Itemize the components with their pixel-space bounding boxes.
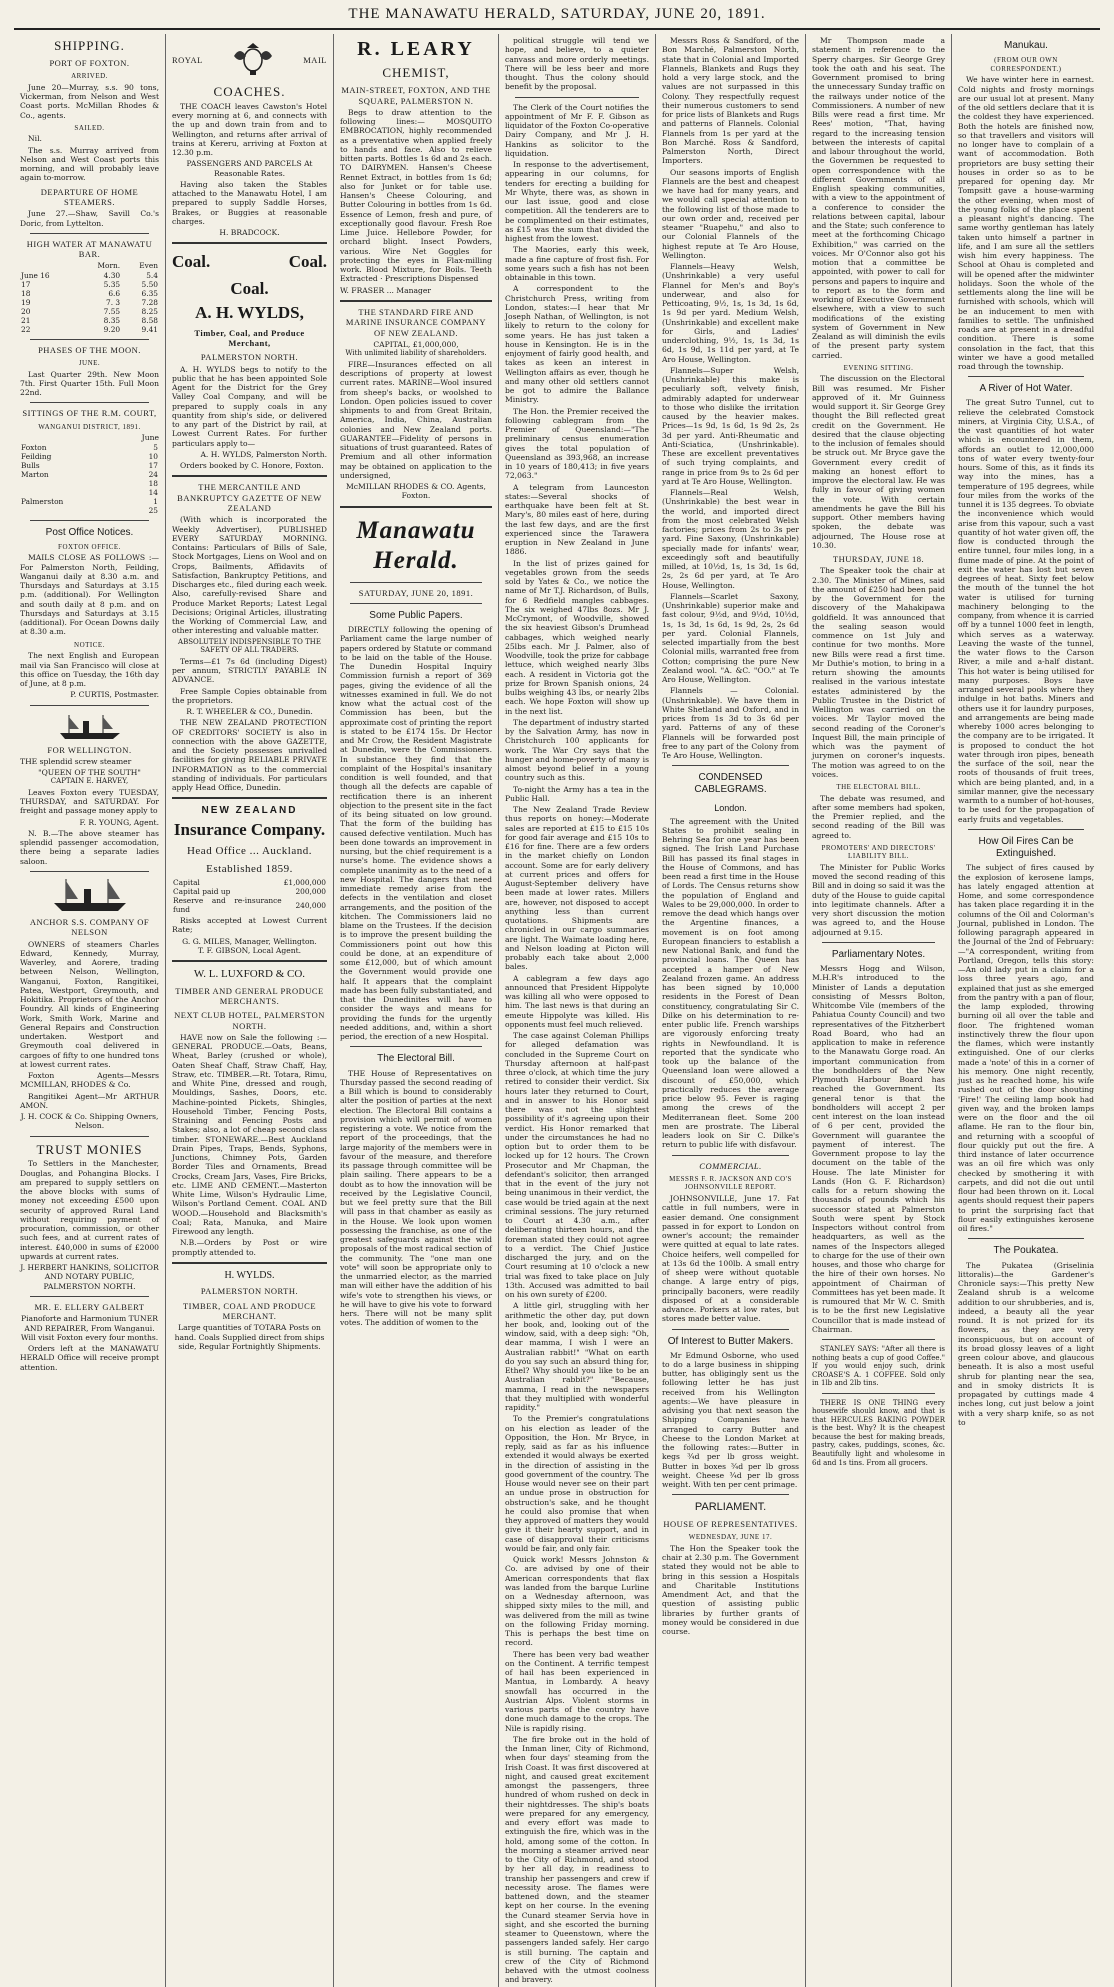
notice-text: The next English and European mail via San Francisco will close at this office on Tuesday, the 16th day of June, at 8 p.m. [20, 651, 159, 688]
arrived-heading: ARRIVED. [71, 72, 108, 81]
masthead-title: THE MANAWATU HERALD, SATURDAY, JUNE 20, 1891. [348, 6, 766, 22]
tide-date: 19 [21, 297, 31, 307]
evening-heading: EVENING SITTING. [843, 363, 914, 372]
piano-text: Pianoforte and Harmonium TUNER AND REPAIRER, From Wanganui. Will visit Foxton every four months. [20, 1314, 159, 1342]
table-row [20, 316, 159, 325]
luxford-text: HAVE now on Sale the following :— GENERAL PRODUCE.—Oats, Beans, Wheat, Barley (crushed or whole), Oaten Sheaf Chaff, Straw Chaff, Hay, Straw, etc. TIMBER.—Rt. Totara, Rimu, and White Pine, dressed and rough, Mouldings, Sashes, Doors, etc. Machine-pointed Pickets, Shingles, Household Timber, Fencing Posts, Straining and Fencing Posts and Stakes; also, a lot of cheap second class timber. STONEWARE.—Best Auckland Drain Pipes, Traps, Bends, Syphons, Junctions, Chimney Pots, Garden Border Tiles and Ornaments, Bread Crocks, Cream Jars, Vases, Fire Bricks, etc. LIME AND CEMENT.—Masterton White Lime, Wilson's Hydraulic Lime, Wilson's Portland Cement. COAL AND WOOD.—Household and Blacksmith's Coal; Rata, Manuka, and Maire Firewood any length. [172, 1032, 327, 1237]
column-2 [166, 34, 334, 1987]
court-day: 24 [148, 469, 158, 479]
column-1 [14, 34, 166, 1987]
leary-sign: W. FRASER ... Manager [340, 285, 432, 295]
luxford-heading: W. L. LUXFORD & CO. [193, 968, 306, 981]
newspaper-nameplate: Manawatu Herald. [356, 516, 476, 575]
court-day: 5 [153, 442, 158, 452]
gazette-sign: R. T. WHEELER & CO., Dunedin. [186, 707, 313, 717]
gazette-terms: Terms—£1 7s 6d (including Digest) per annum, STRICTLY PAYABLE IN ADVANCE. [172, 656, 327, 685]
column-3 [334, 34, 499, 1987]
news-item: Flannels—Super Welsh, (Unshrinkable) this make is peculiarly soft, velvety finish, admirably adapted for underwear to those who dislike the irritation caused by the heavier makes. Prices—1s 9d, 1s 6d, 1s 9d 2s, 2s 3d per yard. Anti-Rheumatic and Anti-Sciatica, (Unshrinkable). These are excellent preventatives of such trying complaints, and range in price from 9s to 2s 6d per yard at Te Aro House, Wellington. [662, 365, 799, 486]
news-item: Flannels—Scarlet Saxony, (Unshrinkable) superior make and fast colour, 9½d, and 9½d, 10½d, 1s, 1s 3d, 1s 6d, 1s 9d, 2s, 2s 6d per yard. Colonial Flannels, selected impartially from the best Colonial mills, warranted free from Cotton; comprising the pure New Zealand wool. "A. &C. "OO." at Te Aro House, Wellington. [662, 591, 799, 684]
news-item: A little girl, struggling with her arithmetic the other day, put down her book, and, looking out of the window, said, with a deep sigh: "Oh, dear mamma, I wish I were an Australian rabbit!" "What on earth do you say such an absurd thing for, Ethel? Why should you like to be an Australian rabbit?" "Because, mamma, I read in the newspapers that they multiplied with wonderful rapidity." [505, 1301, 649, 1412]
news-item: The case against Coleman Phillips for alleged defamation was concluded in the Supreme Court on Thursday afternoon at half-past three o'clock, at which time the jury retired to consider their verdict. Six hours later they returned to Court, and in answer to his Honor said there was not the slightest possibility of it's agreeing upon their verdict. His Honor remarked that under the circumstances he had no option but to order them to be locked up for 12 hours. The Crown Prosecutor and Mr Chapman, the defendant's solicitor, then arranged that in the event of the jury not being unanimous in their verdict, the case would be tried again at the next criminal sessions. The jury returned to Court at 4.30 a.m., after deliberating thirteen hours, and the foreman stated they could not agree to a verdict. The Chief Justice discharged the jury, and on the Court resuming at 10 o'clock a new trial was fixed to take place on July 13th. Accused was admitted to bail on his own surety of £200. [505, 1031, 649, 1299]
manukau-sub: (FROM OUR OWN CORRESPONDENT.) [990, 56, 1062, 73]
insurance-label: Reserve and re-insurance fund [173, 896, 282, 915]
insurance-table [172, 878, 327, 914]
tide-morn: 9.20 [103, 324, 121, 334]
gazette-text: (With which is incorporated the Weekly Advertiser), PUBLISHED EVERY SATURDAY MORNING. Contains: Particulars of Bills of Sale, Stock Mortgages, Liens on Wool and on Crops, Bailments, Affidavits of Satisfaction, Bankruptcy Petitions, and Discharges etc., filed during each week. Also, carefully-revised Share and Produce Market Reports; Latest Legal Decisions; Original Articles, illustrating the Working of Commercial Law, and other interesting and valuable matter. [172, 515, 327, 636]
table-row [20, 280, 159, 289]
court-place [20, 479, 131, 488]
electoral-text: THE House of Representatives on Thursday passed the second reading of a Bill which is bound to considerably alter the position of parties at the next election. The Electoral Bill contains a provision which will permit of women registering a vote. We notice from the report of the proceedings, that the large majority of the members were in favour of the measure, and therefore its passage through committee will be plain sailing. There appears to be a doubt as to how the innovation will be received by the Legislative Council, but we feel pretty sure that the Bill will pass in that chamber as easily as in the House. We look upon women possessing the franchise, as one of the greatest safeguards against the wild proposals of the most radical section of the community. The "one man one vote" will soon be appropriate only to the unmarried elector, as the married man will either have the addition of his wife's vote to strengthen his views, or he will have to give his vote to forward hers. There will not be many split votes. The addition of women to the [340, 1068, 492, 1328]
cablegrams-heading: CONDENSED CABLEGRAMS. [694, 772, 767, 796]
wellington-captain: CAPTAIN E. HARVEY, [50, 777, 129, 786]
table-row [20, 452, 159, 461]
piano-heading: MR. E. ELLERY GALBERT [34, 1301, 145, 1312]
departure-heading: DEPARTURE OF HOME STEAMERS. [40, 186, 139, 207]
insurance-heading: Insurance Company. [173, 820, 326, 840]
trust-heading: TRUST MONIES [36, 1141, 143, 1157]
insurance-label: Capital [173, 878, 200, 888]
news-item: In response to the advertisement, appearing in our columns, for tenders for erecting a building for Mr Whyte, there was, as shown in our last issue, good and close competition. All the tenderers are to be complimented on their estimates, as £15 was the sum that divided the highest from the lowest. [505, 160, 649, 243]
electoral-sub-heading: THE ELECTORAL BILL. [836, 783, 921, 792]
court-place: Foxton [21, 442, 47, 452]
parliamentary-notes-text: Messrs Hogg and Wilson, M.H.R's introduced to the Minister of Lands a deputation consisting of Messrs Bolton, Whitcombe Vile (members of the Pahiatua County Council) and two representatives of the Fitzherbert Road Board, who had an application to make in reference to the Manawatu Gorge road. An important communication from the bondholders of the New Plymouth Harbour Board has reached the Government. Its general tenor is that the bondholders will accept 2 per cent interest on the loan instead of 6 per cent, provided the Government will guarantee the payment of interest. The Government propose to lay the document on the table of the House. The late Minister for Lands (Hon G. F. Richardson) calls for a return showing the thousands of pounds which his successor stated at Palmerston South were spent by Stock Inspectors without control from headquarters, as well as the names of the Inspectors alleged to charge for the use of their own houses, and those who charge for the hire of their own horses. No appointment of Chairman of Committees has yet been made. It is rumoured that Mr W. C. Smith is to be the first new Legislative Councillor that is made instead of Chairman. [812, 964, 945, 1334]
column-7 [952, 34, 1100, 1987]
jackson-text: JOHNSONVILLE, June 17. Fat cattle in full numbers, were in easier demand. One consignment passed in for export to London on owner's account; the remainder were quitted at equal to late rates. Choice heifers, well compelled for at 13s 6d the 100lb. A small entry of sheep were without quotable change. A large entry of pigs, principally baconers, were readily disposed of at a considerable advance. Porkers at low rates, but stores made better value. [662, 1194, 799, 1324]
news-item: The fire broke out in the hold of the Inman liner, City of Richmond, when four days' steaming from the Irish Coast. It was first discovered at night, and caused great excitement amongst the passengers, three hundred of whom rushed on deck in their nightdresses. The ship's boats were prepared for any emergency, and every effort was made to extinguish the fire, which was in the hold, among some of the cotton. In the morning a steamer arrived near to the City of Richmond, and stood by her all day, in readiness to tranship her passengers and crew if necessity arose. The flames were battened down, and the steamer kept on her course. In the evening the Cunard steamer Servia hove in sight, and she escorted the burning steamer to Queenstown, where the passengers landed safely. Her cargo is still burning. The captain and crew of the City of Richmond behaved with the utmost coolness and bravery. [505, 1734, 649, 1985]
court-day: 18 [148, 478, 158, 488]
cablegrams-text: The agreement with the United States to prohibit sealing in Behring Sea for one year has been signed. The Irish Land Purchase Bill has passed its final stages in the House of Commons, and has been read a first time in the House of Lords. The Census returns show the population of England and Wales to be 29,000,000. In order to remove the dead which hangs over the Argentine finances, a movement is on foot among European financiers to establish a new National Bank, and fund the provincial loans. The Queen has accepted a hamper of New Zealand frozen game. An address has been signed by 10,000 residents in the Forest of Dean constituency, congratulating Sir C. Dilke on his determination to re-enter public life. French warships are vigorously enforcing treaty rights in Newfoundland. It is reported that the syndicate who took up the balance of the Queensland loan were allowed a discount of £50,000, which practically reduces the average price below 95. Fever is raging among the crews of the Mediterranean fleet. Some 200 men are prostrate. The Liberal leaders look on Sir C. Dilke's return to public life with disfavour. [662, 816, 799, 1150]
news-item: To-night the Army has a tea in the Public Hall. [505, 784, 649, 803]
wylds2-heading: H. WYLDS. [224, 1269, 275, 1281]
sailed-text: Nil. [28, 134, 42, 144]
tide-morn: 7. 3 [106, 297, 121, 307]
table-row [172, 896, 327, 914]
table-row [20, 289, 159, 298]
court-place: Marton [21, 469, 49, 479]
table-row [20, 479, 159, 488]
wellington-text-2: Leaves Foxton every TUESDAY, THURSDAY, and SATURDAY. For freight and passage money apply to [20, 787, 159, 816]
leary-address: MAIN-STREET, FOXTON, AND THE SQUARE, PALMERSTON N. [341, 85, 491, 106]
leary-heading: R. LEARY [357, 38, 475, 60]
tide-morn: 7.55 [103, 306, 121, 316]
jackson-heading: MESSRS F. R. JACKSON AND CO'S JOHNSONVILLE REPORT. [669, 1174, 792, 1192]
port-heading: PORT OF FOXTON. [49, 57, 130, 68]
table-row [172, 878, 327, 887]
court-place [20, 488, 131, 497]
tide-even: 5.50 [141, 279, 158, 289]
court-place: Palmerston [21, 496, 64, 506]
tide-even: 6.35 [141, 288, 158, 298]
news-item: Flannels — Colonial. (Unshrinkable). We have them in White Shetland and Oxford, and in prices from 1s 3d to 3s 6d per yard. Patterns of any of these Flannels will be forwarded post free to any part of the Colony from Te Aro House, Wellington. [662, 686, 799, 760]
sailed-heading: SAILED. [74, 123, 105, 132]
court-table [20, 443, 159, 515]
parliament-text: The Hon the Speaker took the chair at 2.30 p.m. The Government stated they would not be able to bring in this session a Hospitals and Charitable Institutions Amendment Act, and that the question of assisting public libraries by further grants of money would be considered in due course. [662, 1543, 799, 1636]
wylds-sign: A. H. WYLDS, Palmerston North. [200, 449, 327, 459]
shipping-note: The s.s. Murray arrived from Nelson and West Coast ports this morning, and will probably leave again to-morrow. [20, 145, 159, 183]
tide-even: 7.28 [141, 297, 158, 307]
ship-icon [55, 711, 125, 741]
dateline: SATURDAY, JUNE 20, 1891. [358, 587, 474, 598]
court-place [20, 506, 131, 515]
poukatea-heading: The Poukatea. [993, 1245, 1059, 1257]
news-item: Flannels—Real Welsh, (Unshrinkable) the best wear in the world, and imported direct from the most celebrated Welsh factories; prices from 2s to 3s per yard. Fine Saxony, (Unshrinkable) specially made for infants' wear, exceedingly soft and beautifully milled, at 10½d, 1s, 1s 3d, 1s 6d, 2s, 2s 6d per yard, at Te Aro House, Wellington. [662, 488, 799, 590]
marine-capital: CAPITAL, £1,000,000, [373, 340, 459, 350]
news-item: Messrs Ross & Sandford, of the Bon Marché, Palmerston North, state that in Colonial and Imported Flannels, Blankets and Rugs they hold a very large stock, and the values are not surpassed in this Colony. They respectfully request their numerous customers to send for price lists of Blankets and Rugs and patterns of Flannels. Colonial Flannels from 1s per yard at the Bon Marché. Ross & Sandford, Palmerston North, Direct Importers. [662, 36, 799, 166]
table-row [20, 443, 159, 452]
marine-liability: With unlimited liability of shareholders. [345, 349, 487, 358]
insurance-office: Head Office ... Auckland. [186, 845, 312, 858]
news-item: A cablegram a few days ago announced that President Hippolyte was killing all who were opposed to him. The last news is that during an emeute Hippolyte was killed. His opponents must feel much relieved. [505, 973, 649, 1029]
luxford-place: NEXT CLUB HOTEL, PALMERSTON NORTH. [174, 1010, 325, 1031]
oil-fires-text: The subject of fires caused by the explosion of kerosene lamps, has lately engaged attention at Home, and some correspondence has taken place regarding it in the columns of the Oil and Colorman's Journal, published in London. The following paragraph appeared in the Journal of the 2nd of February:—"A correspondent, writing from Portland, Oregon, tells this story:—An old lady put in a claim for a loss three years ago, and explained that just as she emerged from the pantry with a pan of flour, the lamp exploded, throwing burning oil all over the table and floor. The frightened woman instinctively threw the flour upon the flames, which were instantly extinguished. One of our clerks made a 'note' of this in a corner of his memory. One night recently, just as he reached home, his wife rushed out of the door shouting 'Fire!' The ceiling lamp book had given way, and the broken lamps were on the floor and the oil aflame. He ran to the flour bin, and returning with a scoopful of flour quickly put out the fire. A third instance of later occurrence was an oil fire which was only checked by smothering it with carpets, and did not die out until flour had been thrown on it. Local agents should request their papers to print the surprising fact that flour easily extinguishes kerosene oil fires." [958, 863, 1094, 1234]
moon-sub: JUNE. [78, 359, 101, 368]
parliament-text: Mr Thompson made a statement in reference to the Sperry charges. Sir George Grey took the oath and his seat. The Government promised to bring the unnecessary Sunday traffic on the railways under notice of the Commissioners. A number of new Bills were read a first time. Mr Rees' motion, "That, having regard to the increasing tension between the interests of capital and labour throughout the world, the Governmen be requested to open correspondence with the different Governments of all English speaking communities, with a view to the appointment of a conference to consider the relations between capital, labour and the State; such conference to meet at the forthcoming Chicago Exhibition," was carried on the voices. Mr O'Connor also got his motion that a committee be appointed, with power to call for persons and papers to inquire and to report as to the form and working of Executive Government elsewhere, with a view to such modifications of the existing system of Government in New Zealand as will diminish the evils of the present party system carried. [812, 36, 945, 360]
insurance-sign-2: T. F. GIBSON, Local Agent. [197, 945, 302, 955]
court-place: Bulls [21, 460, 40, 470]
royal-label: ROYAL [172, 54, 203, 65]
anchor-agents: Foxton Agents—Messrs MCMILLAN, RHODES & Co. [20, 1071, 159, 1090]
parliament-heading: PARLIAMENT. [694, 1501, 767, 1514]
table-row [20, 298, 159, 307]
manukau-heading: Manukau. [1004, 40, 1048, 51]
trust-sign: J. HERBERT HANKINS, SOLICITOR AND NOTARY PUBLIC, PALMERSTON NORTH. [20, 1263, 159, 1291]
tide-col-header: Even [139, 261, 158, 271]
wylds2-place: PALMERSTON NORTH. [200, 1286, 299, 1297]
tide-col-header: Morn. [97, 261, 121, 271]
manukau-text: We have winter here in earnest. Cold nights and frosty mornings are our usual lot at present. Many of the old settlers declare that it is the coldest they have experienced. Both the hotels are finished now, so that travellers and visitors will no longer have to complain of a want of accommodation. Both proprietors are busy setting their houses in order so as to be prepared for opening day. Mr Tompsitt gave a house-warming the other evening, when most of the young folks of the place spent a pleasant night's dancing. The same worthy gentleman has lately taken unto himself a partner in life, and I am sure all the settlers wish him every happiness. The School at Ohau is completed and will be opened after the midwinter holidays. Soon the whole of the settlements along the line will be furnished with schools, which will be an inducement to men with families to settle. The unfinished roads are at present in a dreadful condition. There is some consolation in the fact, that this winter we have a good metalled road through the township. [958, 75, 1094, 371]
parliament-text: The Minister for Public Works moved the second reading of this Bill and in doing so said it was the duty of the House to guide capital into legitimate channels. After a very short discussion the motion was agreed to, and the House adjourned at 9.15. [812, 862, 945, 937]
electoral-heading: The Electoral Bill. [377, 1053, 455, 1065]
parliament-text: The Speaker took the chair at 2.30. The Minister of Mines, said the amount of £250 had been paid by the Government for the discovery of the Mahakipawa goldfield. It was announced that the sealing season would commence on 1st July and continue for two months. More new Bills were read a first time. Mr Duthie's motion, to bring in a return showing the amounts realised in the various intestate estates administered by the Public Trustee in the District of Wellington was carried on the voices. Mr Taylor moved the second reading of the Coroner's Inquest Bill, the main principle of which was the payment of jurymen on coroner's inquests. The motion was agreed to on the voices. [812, 566, 945, 779]
anchor-text: OWNERS of steamers Charles Edward, Kennedy, Murray, Waverley, and Aorere, trading between Nelson, Wellington, Wanganui, Foxton, Rangitikei, Patea, Westport, Greymouth, and Hokitika. Proprietors of the Anchor Foundry. All kinds of Engineering Work, Smith Work, Marine and General Repairs and Construction undertaken. Westport and Greymouth coal delivered in cargoes of fifty to one hundred tons at lowest current rates. [20, 939, 159, 1069]
tide-morn: 5.35 [103, 279, 121, 289]
insurance-value: 200,000 [295, 887, 326, 897]
insurance-sign-1: G. G. MILES, Manager, Wellington. [182, 936, 317, 946]
wellington-text: THE splendid screw steamer [20, 756, 132, 766]
tide-table [20, 261, 159, 333]
insurance-label: Capital paid up [173, 887, 231, 897]
river-heading: A River of Hot Water. [979, 383, 1073, 395]
wellington-heading: FOR WELLINGTON. [47, 744, 132, 755]
wylds-text: A. H. WYLDS begs to notify to the public that he has been appointed Sole Agent for the District for the Grey Valley Coal Company, and will be prepared to supply coals in any quantity from ship's side, or delivered to any part of the District by rail, at Lowest Current Rates. For further particulars apply to— [172, 364, 327, 448]
court-day: 25 [148, 505, 158, 515]
news-item: A telegram from Launceston states:—Several shocks of earthquake have been felt at St. Mary's, 80 miles east of here, during the last few days, and are the first experienced since the Tarawera eruption in New Zealand in June 1886. [505, 482, 649, 557]
leary-text: Begs to draw attention to the following lines:— MOSQUITO EMBROCATION, highly recommended as a preventative when applied freely to hands and face. Also to relieve bitten parts. Bottles 1s 6d and 2s each. TO DAIRYMEN. Hansen's Cheese Rennet Extract, in bottles from 1s 6d; also for Junket or for table use. Hansen's Cheese Colouring, and Butter Colouring in bottles from 1s 6d. Essence of Lemon, fresh and pure, of exceptionally good flavour. Fresh Roe Lime Juice. Hellebore Powder, for orchard blight. Insect Powders, various. Wire Net Goggles for protecting the eyes in Flax-milling work. Blood Mixture, for Boils. Teeth Extracted · Prescriptions Dispensed [340, 107, 492, 284]
marine-text: FIRE—Insurances effected on all descriptions of property at lowest current rates. MARINE—Wool insured from sheep's backs, or woolshed to London. Open policies issued to cover shipments to and from Great Britain, America, India, China, Australian colonies and New Zealand ports. GUARANTEE—Fidelity of persons in situations of trust guaranteed. Rates of Premium and all other information may be obtained on application to the undersigned, [340, 359, 492, 480]
coffee-advert: STANLEY SAYS: "After all there is nothing beats a cup of good Coffee." If you would enjoy such, drink CROASE'S A. 1 COFFEE. Sold only in 1lb and 2lb tins. [812, 1345, 945, 1388]
court-day: 14 [148, 487, 158, 497]
news-item: political struggle will tend we hope, and believe, to a quieter canvass and more orderly meetings. There will be less beer and more thought. Thus the colony should benefit by the proposal. [505, 36, 649, 92]
anchor-heading: ANCHOR S.S. COMPANY OF NELSON [29, 916, 150, 938]
tide-morn: 4.30 [103, 270, 121, 280]
table-row [20, 271, 159, 280]
gazette-heading: THE MERCANTILE AND BANKRUPTCY GAZETTE OF NEW ZEALAND [177, 482, 322, 514]
papers-heading: Some Public Papers. [369, 609, 463, 621]
wellington-ship: "QUEEN OF THE SOUTH" [38, 768, 141, 778]
news-item: The Hon. the Premier received the following cablegram from the Premier of Queensland:—"The preliminary census enumeration gives the total population of Queensland as 393,968, an increase in 10 years of 180,413; in five years 72,063." [505, 406, 649, 481]
tide-date: June 16 [21, 270, 50, 280]
butter-heading: Of Interest to Butter Makers. [667, 1335, 794, 1347]
insurance-established: Established 1859. [206, 862, 293, 875]
post-office-text: MAILS CLOSE AS FOLLOWS :— For Palmerston North, Feilding, Wanganui daily at 8.30 a.m. and Thursdays and Saturdays at 3.15 p.m. (additional). For Wellington and south daily at 8 p.m. and on Thursdays and Saturdays at 3.15 (additional). For Ocean Downs daily at 8.30 a.m. [20, 553, 159, 637]
coach-text: THE COACH leaves Cawston's Hotel every morning at 6, and connects with the up and down train from and to Wellington, and returns after arrival of trains at Kereru, arriving at Foxton at 12.30 p.m. [172, 101, 327, 158]
table-row [20, 470, 159, 479]
river-text: The great Sutro Tunnel, cut to relieve the celebrated Comstock miners, at Virginia City, U.S.A., of the vast quantities of hot water which is encountered in them, affords an outlet to 12,000,000 tons of water every twenty-four hours. Some of this, as it finds its way into the mines, has a temperature of 195 degrees, while four miles from the works of the tunnel it is 135 degrees. To obviate the inconvenience which would arise from this vapour, such a vast quantity of hot water given off, the flow is conducted through the entire tunnel, four miles long, in a flume made of pine. At the point of exit the water has lost but seven degrees of heat. Sixty feet below the mouth of the tunnel the hot water is utilised for turning machinery belonging to the company, from whence it is carried off by a tunnel 1000 feet in length, which serves as a waterway. Leaving the waste of the tunnel, the water flows to the Carson River, a mile and a-half distant. This hot water is being utilised for many purposes. Boys have arranged several pools where they indulge in hot baths. Miners and others use it for laundry purposes, and arrangements are being made whereby 1000 acres belonging to the company are to be irrigated. It is proposed to conduct the hot water through iron pipes, beneath the surface of the soil, near the roots of thousands of fruit trees, which are being planted, and, in a similar manner, give the necessary warmth to a number of hot-houses, to be used for the propagation of early fruits and vegetables. [958, 398, 1094, 824]
marine-sign: McMILLAN RHODES & CO. Agents, Foxton. [346, 482, 486, 501]
newspaper-page [14, 34, 1100, 1985]
coal-banner [172, 249, 327, 276]
gazette-caps: ABSOLUTELY INDISPENSIBLE TO THE SAFETY OF ALL TRADERS. [178, 637, 321, 655]
table-row [20, 488, 159, 497]
column-5 [656, 34, 806, 1987]
departure-text: June 27.—Shaw, Savill Co.'s Doric, from Lyttelton. [20, 209, 159, 228]
table-row [20, 497, 159, 506]
parcels-text: PASSENGERS AND PARCELS At Reasonable Rates. [186, 159, 313, 178]
coal-word: Coal. [172, 252, 211, 272]
arrived-text: June 20—Murray, s.s. 90 tons, Vickerman, from Nelson and West Coast ports. McMillan Rhodes & Co., agents. [20, 82, 159, 120]
parliamentary-notes-heading: Parliamentary Notes. [831, 948, 926, 960]
ship-icon [50, 877, 130, 913]
wylds2-text: Large quantities of TOTARA Posts on hand. Coals Supplied direct from ships side, Regular Fortnightly Shipments. [174, 1323, 325, 1351]
moon-heading: PHASES OF THE MOON. [38, 344, 141, 355]
parliament-text: The discussion on the Electoral Bill was resumed. Mr Fisher approved of it. Mr Guinness would support it. Sir George Grey thought the Bill reflected great credit on the Government. He desired that the clause objecting to the inclusion of females should be struck out. Mr Bryce gave the Government every credit of making an honest effort to improve the electoral law. He was fully in favour of giving women the vote. With certain amendments he gave the Bill his support. Other members having spoken, the debate was adjourned, The House rose at 10.30. [812, 374, 945, 550]
news-item: A correspondent to the Christchurch Press, writing from London, states:—I hear that Mr Joseph Nathan, of Wellington, is not likely to return to the colony for some years. He has just taken a house in Kensington. He is in the enjoyment of fairly good health, and takes as keen an interest in Wellington affairs as ever, though he and many other old settlers cannot be got to admire the Ballance Ministry. [505, 284, 649, 405]
wylds-place: PALMERSTON NORTH. [200, 352, 299, 363]
tide-even: 9.41 [141, 324, 158, 334]
anchor-rangitikei: Rangitikei Agent—Mr ARTHUR AMON. [20, 1091, 159, 1110]
luxford-sub: TIMBER AND GENERAL PRODUCE MERCHANTS. [175, 985, 324, 1006]
tide-date: 17 [21, 279, 31, 289]
anchor-ship-illustration [20, 877, 159, 913]
coal-word: Coal. [288, 252, 327, 272]
tide-even: 8.58 [141, 315, 158, 325]
wylds-name: A. H. WYLDS, [195, 302, 304, 322]
coal-word: Coal. [230, 279, 269, 299]
shipping-heading: SHIPPING. [54, 38, 125, 53]
court-heading: SITTINGS OF THE R.M. COURT, [22, 408, 157, 419]
court-day: 10 [148, 451, 158, 461]
tide-even: 5.4 [146, 270, 158, 280]
wednesday-heading: WEDNESDAY, JUNE 17. [688, 1533, 773, 1542]
coaches-heading: COACHES. [213, 84, 286, 99]
london-heading: London. [714, 802, 747, 813]
wellington-agent: F. R. YOUNG, Agent. [79, 817, 159, 827]
post-office-heading: Post Office Notices. [45, 526, 134, 538]
news-item: The New Zealand Trade Review thus reports on honey:—Moderate sales are reported at £15 to £15 10s for good fair average and £15 10s to £16 for fine. There are a few orders in the market chiefly on London account. Some are for early delivery at current prices and offers for August-September delivery have been made at lower rates. Millers are, however, not disposed to accept anything less than current quotations. Shipments are chronicled in our cargo summaries are light. The Waimate loading here, and Nelson loading at Picton will probably each take about 2,000 bales. [505, 805, 649, 972]
promoters-heading: PROMOTERS' AND DIRECTORS' LIABILITY BILL. [821, 843, 936, 861]
luxford-nb: N.B.—Orders by Post or wire promptly attended to. [172, 1238, 327, 1257]
post-office-sub: FOXTON OFFICE. [58, 542, 121, 551]
wellington-nb: N. B.—The above steamer has splendid passenger accomodation, there being a separate ladies saloon. [20, 828, 159, 866]
table-row [20, 461, 159, 470]
nz-heading: NEW ZEALAND [201, 805, 298, 817]
court-month: June [141, 433, 159, 443]
bradcock-sign: H. BRADCOCK. [219, 228, 280, 238]
tide-date: 20 [21, 306, 31, 316]
news-item: The department of industry started by the Salvation Army, has now in Christchurch 100 applicants for work. The War Cry says that the hunger and home-poverty of many is almost beyond belief in a young country such as this. [505, 717, 650, 783]
anchor-sign: J. H. COCK & Co. Shipping Owners, Nelson. [20, 1112, 159, 1131]
tide-morn: 8.35 [103, 315, 121, 325]
table-row [20, 307, 159, 316]
column-4 [499, 34, 656, 1987]
table-row [172, 887, 327, 896]
notice-sign: P. CURTIS, Postmaster. [70, 690, 159, 700]
news-item: Our seasons imports of English Flannels are the best and cheapest we have had for many years, and we would call special attention to the following list of those made to our own order and, received per steamer "Ruapehu," and also to our Colonial Flannels of the highest repute at Te Aro House, Wellington. [662, 167, 799, 260]
news-item: Quick work! Messrs Johnston & Co. are advised by one of their American correspondents that flax was landed from the barque Lurline on a Wednesday afternoon, was shipped sixty miles to the mill, and was delivered from the mill as twine on the following Friday morning. This is perhaps the best time on record. [505, 1555, 649, 1648]
insurance-value: 240,000 [295, 900, 326, 910]
tide-date: 21 [21, 315, 31, 325]
court-day: 1 [153, 496, 158, 506]
tide-date: 22 [21, 324, 31, 334]
house-heading: HOUSE OF REPRESENTATIVES. [663, 1518, 798, 1529]
news-item: There has been very bad weather on the Continent. A terrific tempest of hail has been experienced in Mantua, in Lombardy. A heavy snowfall has occurred in the Austrian Alps. Violent storms in various parts of the country have done much damage to the crops. The Nile is rapidly rising. [505, 1649, 649, 1733]
trust-text: To Settlers in the Manchester, Douglas, and Pohangina Blocks. I am prepared to supply settlers on the above blocks with sums of money not exceeding £500 upon security of approved Rural Land without requiring payment of procuration, commission, or other such fees, and at current rates of interest. £40,000 in sums of £2000 upwards at current rates. [20, 1159, 159, 1261]
news-item: The Clerk of the Court notifies the appointment of Mr F. F. Gibson as liquidator of the Foxton Co-operative Dairy Company, and Mr J. H. Hankins as solicitor to the liquidation. [505, 102, 649, 158]
mail-label: MAIL [303, 54, 327, 65]
masthead [14, 6, 1100, 30]
chemist-heading: CHEMIST, [382, 65, 450, 81]
news-item: Flannels—Heavy Welsh, (Unshrinkable) a very useful Flannel for Men's and Boy's underwear, and also for Petticoating, 9½, 1s, 1s 3d, 1s 6d, 1s 9d per yard. Medium Welsh, (Unshrinkable) and excellent make for Girls, and Ladies' underclothing, 9½, 1s, 1s 3d, 1s 6d, 1s 9d, 1s 11d per yard, at Te Aro House, Wellington. [662, 262, 799, 364]
butter-text: Mr Edmund Osborne, who used to do a large business in shipping butter, has obligingly sent us the following letter he has just received from his Wellington agents:—We have pleasure in advising you that next season the Shipping Companies have arranged to carry Butter and Cheese to the London Market at the following rates:—Butter in kegs ¾d per lb gross weight. Butter in boxes ¾d per lb gross weight. Cheese ¾d per lb gross weight. With ten per cent primage. [662, 1350, 799, 1490]
papers-text: DIRECTLY following the opening of Parliament came the large number of papers ordered by Statute or command to be laid on the table of the House. The Dunedin Hospital Inquiry Commission furnish a report of 369 pages, giving the evidence of all the witnesses examined in full. We do not know what the actual cost of the Commission has been, but the approximate cost of printing the report is stated to be £174 15s. Dr Hector and Mr Crow, the Resident Magistrate at Dunedin, were the Commissioners. In substance they find that the complaint of the Hospital's insanitary condition is well founded, and that though all the defects are capable of rectification there is an inherent objection to the present site in the fact of its being situated on low ground. That the form of the building has caused defective ventilation. Much has been done towards an improvement in nursing, but the chief requirement is a nurse's home. The evidence shows a complete unanimity as to the need of a new Hospital. The dangers that need immediate remedy arise from the defects in the ventilation and closet arrangements, and the position of the kitchen. The Commissioners laid no blame on the Trustees. If the decision is to improve the present building the Commissioners point out how this could be done, at an expenditure of some £12,000, but of which amount the Government would provide one half. It appears that the complaint made has been fully substantiated, and that the Dunedinites will have to consider the ways and means for providing the funds for the urgently needed additions, and, within a short period, the erection of a new Hospital. [340, 625, 493, 1042]
notice-heading: NOTICE. [74, 640, 105, 649]
commercial-heading: COMMERCIAL. [699, 1160, 762, 1171]
parliament-text: The debate was resumed, and after some members had spoken, the Premier replied, and the second reading of the Bill was agreed to. [812, 793, 945, 840]
marine-heading: THE STANDARD FIRE AND MARINE INSURANCE COMPANY OF NEW ZEALAND. [345, 306, 487, 338]
baking-powder-advert: THERE IS ONE THING every housewife should know, and that is that HERCULES BAKING POWDER is the best. Why? It is the cheapest because the best for making breads, pastry, cakes, puddings, scones, &c. Beautifully light and wholesome in 6d and 1s tins. From all grocers. [812, 1398, 945, 1467]
tide-date: 18 [21, 288, 31, 298]
tide-heading: HIGH WATER AT MANAWATU BAR. [26, 238, 153, 260]
poukatea-text: The Pukatea (Griselinia littoralis)—the Gardener's Chronicle says:—This pretty New Zealand shrub is a welcome addition to our shrubberies, and is, indeed, a beauty all the year round. It is not prized for its flowers, as they are very inconspicuous, but on account of its broad glossy leaves of a light green colour above, and glaucous beneath. It is also a most useful shrub for planting near the sea, and in smoky districts It is propagated by cuttings made 4 inches long, cut just below a joint with a very sharp knife, so as not to [958, 1260, 1094, 1427]
column-6 [806, 34, 952, 1987]
royal-mail-header [172, 38, 327, 80]
tide-even: 8.25 [141, 306, 158, 316]
protection-text: THE NEW ZEALAND PROTECTION OF CREDITORS' SOCIETY is also in connection with the above GAZETTE, and the Society possesses unrivalled facilities for giving RELIABLE PRIVATE INFORMATION as to the commercial standing of individuals. For particulars apply Head Office, Dunedin. [172, 718, 327, 793]
court-sub: WANGANUI DISTRICT, 1891. [38, 422, 141, 431]
piano-note: Orders left at the MANAWATU HERALD Office will receive prompt attention. [20, 1344, 159, 1372]
insurance-risks: Risks accepted at Lowest Current Rate; [172, 916, 327, 935]
moon-text: Last Quarter 29th. New Moon 7th. First Quarter 15th. Full Moon 22nd. [20, 369, 159, 398]
wylds-orders: Orders booked by C. Honore, Foxton. [180, 461, 324, 471]
court-day: 17 [148, 460, 158, 470]
gazette-free: Free Sample Copies obtainable from the proprietors. [172, 686, 327, 705]
table-row [20, 325, 159, 334]
news-item: In the list of prizes gained for vegetables grown from the seeds sold by Yates & Co., we notice the name of Mr T.J. Richardson, of Bulls, for 6 Redfield mangles cabbages. The six weighed 47lbs 8ozs. Mr J. McCrymont, of Woodville, showed the six heaviest Gibson's Drumhead cabbages, which weighed nearly 25lbs each. Mr J. Palmer, also of Woodville, took the prize for cabbage lettuce, which weighed nearly 3lbs each. A resident in Victoria got the prize for Brown Spanish onions, 24 bulbs weighing 43 lbs, or nearly 2lbs each. We hope Foxton will show up in the next list. [505, 558, 649, 716]
insurance-value: £1,000,000 [283, 878, 326, 888]
thursday-heading: THURSDAY, JUNE 18. [832, 554, 925, 565]
news-item: To the Premier's congratulations on his election as leader of the Opposition, the Hon. Mr Bryce, in reply, said as far as his influence extended it would always be exerted in the direction of assisting in the good government of the country. The House would never see on their part an undue prose in obstruction for obstruction's sake, and he thought he could also promise that when they approved of matters they would give it their hearty support, and in case of disapproval their criticisms would be fair, and only fair. [505, 1414, 649, 1553]
steamer-illustration [20, 711, 159, 741]
news-item: The Maories, early this week, made a fine capture of frost fish. For some years such a fish has not been obtainable in this town. [505, 245, 649, 282]
stables-text: Having also taken the Stables attached to the Manawatu Hotel, I am prepared to supply Saddle Horses, Brakes, or Buggies at reasonable charges. [172, 179, 327, 226]
wylds2-sub: TIMBER, COAL AND PRODUCE MERCHANT. [182, 1300, 317, 1321]
wylds-subtitle: Timber, Coal, and Produce Merchant, [194, 327, 305, 348]
table-row [20, 506, 159, 515]
court-place: Feilding [21, 451, 52, 461]
royal-crest-icon [230, 42, 276, 76]
oil-fires-heading: How Oil Fires Can be Extinguished. [978, 835, 1074, 860]
tide-col-header [20, 261, 76, 270]
tide-morn: 6.6 [108, 288, 121, 298]
